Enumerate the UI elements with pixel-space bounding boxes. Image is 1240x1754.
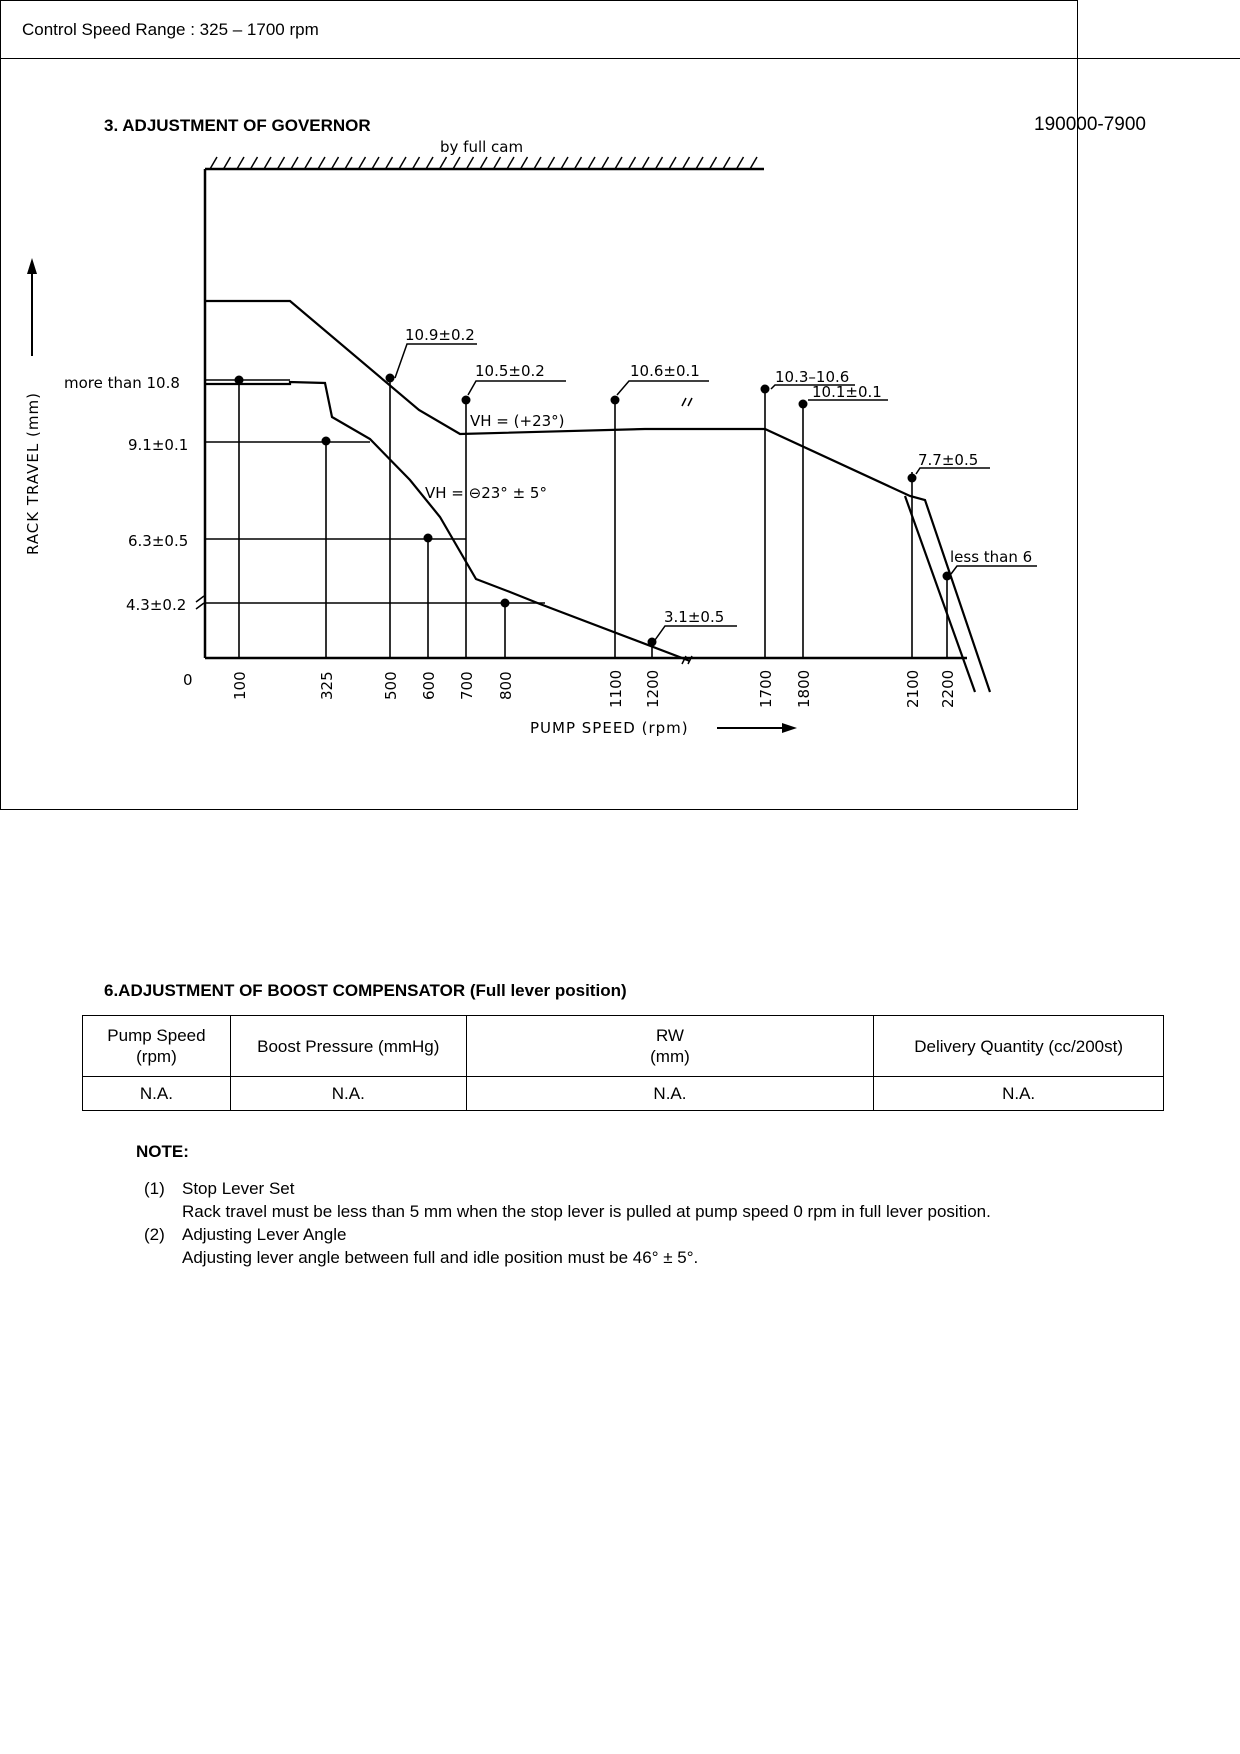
governor-box <box>0 0 1078 810</box>
header-rw: RW (mm) <box>466 1016 874 1077</box>
cell-pump-speed: N.A. <box>83 1077 231 1111</box>
axis-break-marks <box>196 398 692 664</box>
cell-rw: N.A. <box>466 1077 874 1111</box>
x-axis-label: PUMP SPEED (rpm) <box>530 719 689 737</box>
lower-curve <box>205 382 690 661</box>
x-tick-1200: 1200 <box>644 669 662 708</box>
upper-curve <box>205 301 990 692</box>
control-speed-range: Control Speed Range : 325 – 1700 rpm <box>22 20 319 39</box>
point-label-10.1: 10.1±0.1 <box>812 383 882 401</box>
data-points <box>235 374 952 647</box>
y-axis-label: RACK TRAVEL (mm) <box>24 392 42 555</box>
point-label-3.1: 3.1±0.5 <box>664 608 725 626</box>
x-tick-1800: 1800 <box>795 669 813 708</box>
governor-chart <box>0 60 1076 808</box>
note-number: (2) <box>144 1225 165 1244</box>
x-tick-700: 700 <box>458 671 476 700</box>
point-label-7.7: 7.7±0.5 <box>918 451 979 469</box>
x-tick-labels <box>231 670 957 708</box>
point-label-less-than-6: less than 6 <box>950 548 1033 566</box>
x-tick-1700: 1700 <box>757 669 775 708</box>
boost-section-title: 6.ADJUSTMENT OF BOOST COMPENSATOR (Full lever position) <box>104 981 627 1000</box>
vertical-lines <box>239 378 947 658</box>
x-tick-100: 100 <box>231 671 249 700</box>
x-tick-2200: 2200 <box>939 669 957 708</box>
point-label-10.6: 10.6±0.1 <box>630 362 700 380</box>
vh-minus-label: VH = ⊖23° ± 5° <box>425 484 547 502</box>
header-boost-pressure: Boost Pressure (mmHg) <box>230 1016 466 1077</box>
y-label-6.3: 6.3±0.5 <box>128 532 189 550</box>
note-heading: Adjusting Lever Angle <box>182 1225 347 1244</box>
cell-boost-pressure: N.A. <box>230 1077 466 1111</box>
full-cam-stop <box>205 157 764 169</box>
y-label-10.8: more than 10.8 <box>64 374 180 392</box>
header-delivery-quantity: Delivery Quantity (cc/200st) <box>874 1016 1164 1077</box>
boost-table <box>82 1015 1164 1111</box>
x-tick-2100: 2100 <box>904 669 922 708</box>
cell-delivery-quantity: N.A. <box>874 1077 1164 1111</box>
vh-plus-label: VH = (+23°) <box>470 412 565 430</box>
x-tick-1100: 1100 <box>607 669 625 708</box>
cutoff-inner-line <box>905 496 975 692</box>
header-pump-speed: Pump Speed (rpm) <box>83 1016 231 1077</box>
x-tick-325: 325 <box>318 671 336 700</box>
point-label-10.5: 10.5±0.2 <box>475 362 545 380</box>
y-label-9.1: 9.1±0.1 <box>128 436 189 454</box>
note-title: NOTE: <box>136 1142 189 1161</box>
y-label-4.3: 4.3±0.2 <box>126 596 187 614</box>
section-title: 3. ADJUSTMENT OF GOVERNOR <box>104 116 371 135</box>
full-cam-label: by full cam <box>440 138 524 156</box>
note-text: Rack travel must be less than 5 mm when the stop lever is pulled at pump speed 0 rpm in full lever position. <box>182 1202 991 1221</box>
note-number: (1) <box>144 1179 165 1198</box>
x-tick-500: 500 <box>382 671 400 700</box>
note-heading: Stop Lever Set <box>182 1179 295 1198</box>
point-label-10.3-10.6: 10.3–10.6 <box>775 368 850 386</box>
note-text: Adjusting lever angle between full and idle position must be 46° ± 5°. <box>182 1248 699 1267</box>
part-number: 190000-7900 <box>1034 114 1146 135</box>
point-label-10.9: 10.9±0.2 <box>405 326 475 344</box>
control-speed-row <box>0 0 1240 59</box>
origin-label: 0 <box>183 671 193 689</box>
x-axis-arrow <box>717 723 797 733</box>
table-header-row <box>83 1016 1164 1077</box>
table-row <box>83 1077 1164 1111</box>
y-axis-arrow <box>27 258 37 356</box>
x-tick-800: 800 <box>497 671 515 700</box>
x-tick-600: 600 <box>420 671 438 700</box>
